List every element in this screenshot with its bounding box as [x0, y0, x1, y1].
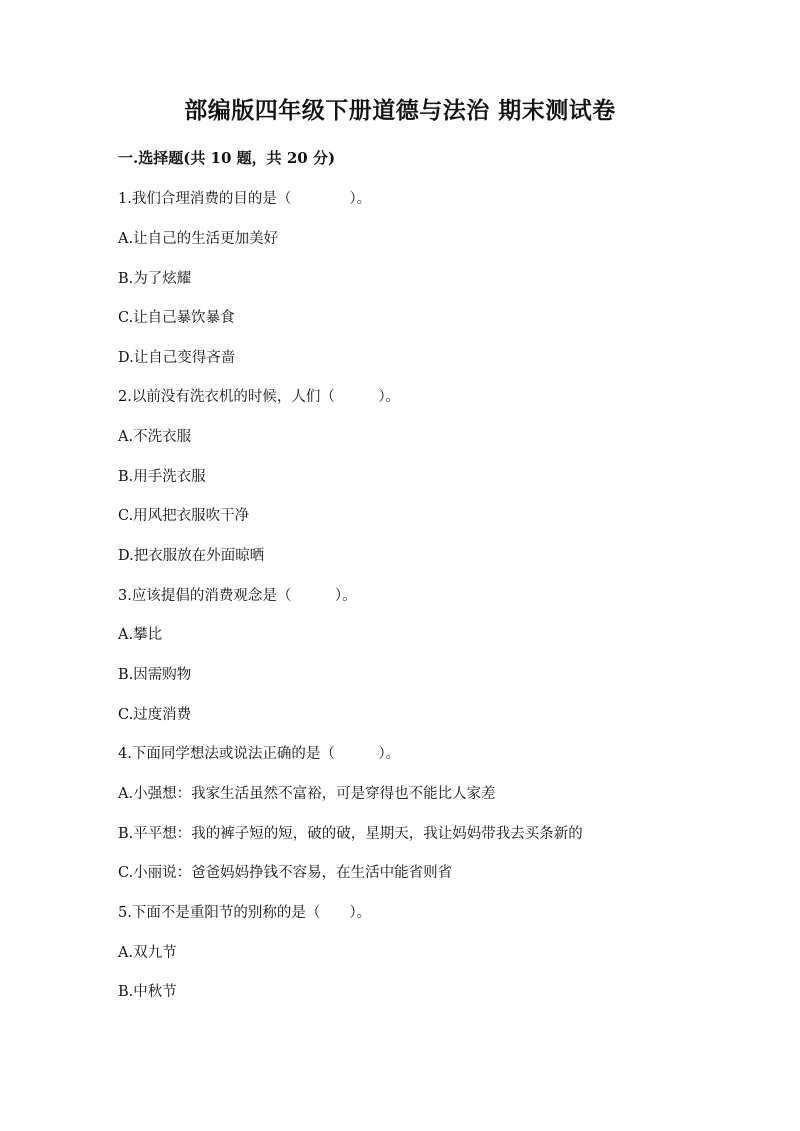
question-3-option-c: C.过度消费 — [118, 707, 192, 723]
question-2-option-b: B.用手洗衣服 — [118, 469, 206, 485]
question-1-option-a: A.让自己的生活更加美好 — [118, 231, 279, 247]
section-heading: 一.选择题(共 10 题，共 20 分) — [118, 149, 336, 167]
question-5-stem: 5.下面不是重阳节的别称的是（ ）。 — [118, 905, 372, 921]
page-title: 部编版四年级下册道德与法治 期末测试卷 — [184, 97, 616, 124]
question-4-option-a: A.小强想：我家生活虽然不富裕，可是穿得也不能比人家差 — [118, 786, 496, 802]
question-5-option-a: A.双九节 — [118, 945, 177, 961]
question-2-option-d: D.把衣服放在外面晾晒 — [118, 548, 265, 564]
question-1-option-d: D.让自己变得吝啬 — [118, 350, 236, 366]
question-2-stem: 2.以前没有洗衣机的时候，人们（ ）。 — [118, 389, 401, 405]
question-3-option-b: B.因需购物 — [118, 667, 192, 683]
question-3-stem: 3.应该提倡的消费观念是（ ）。 — [118, 588, 357, 604]
question-4-stem: 4.下面同学想法或说法正确的是（ ）。 — [118, 746, 401, 762]
question-2-option-c: C.用风把衣服吹干净 — [118, 508, 250, 524]
question-4-option-b: B.平平想：我的裤子短的短，破的破，星期天，我让妈妈带我去买条新的 — [118, 826, 583, 842]
question-4-option-c: C.小丽说：爸爸妈妈挣钱不容易，在生活中能省则省 — [118, 865, 453, 881]
question-2-option-a: A.不洗衣服 — [118, 429, 192, 445]
question-1-option-c: C.让自己暴饮暴食 — [118, 310, 235, 326]
question-1-stem: 1.我们合理消费的目的是（ ）。 — [118, 191, 372, 207]
question-1-option-b: B.为了炫耀 — [118, 271, 192, 287]
question-5-option-b: B.中秋节 — [118, 984, 177, 1000]
question-3-option-a: A.攀比 — [118, 627, 163, 643]
